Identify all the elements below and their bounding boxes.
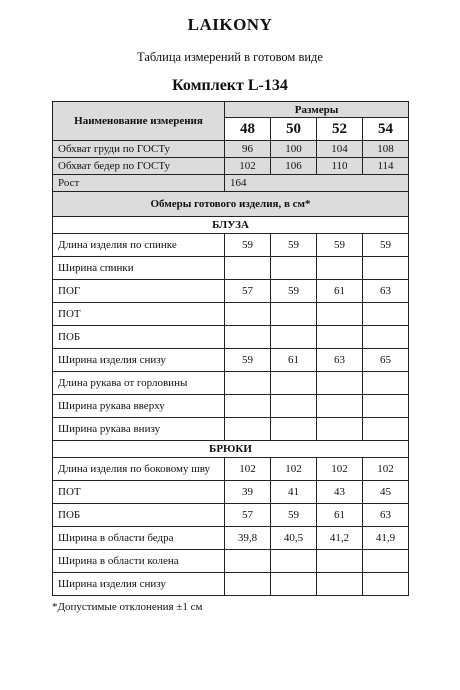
measurement-row — [53, 280, 409, 303]
value-cell — [363, 395, 409, 418]
measurement-row — [53, 504, 409, 527]
set-title: Комплект L-134 — [172, 77, 288, 94]
standard-row — [53, 141, 409, 158]
measurement-row — [53, 326, 409, 349]
value-cell: 63 — [363, 504, 409, 527]
value-cell — [271, 573, 317, 596]
measurements-table — [52, 101, 409, 596]
value-cell — [363, 326, 409, 349]
value-cell — [317, 326, 363, 349]
row-label: Обхват груди по ГОСТу — [53, 141, 225, 158]
value-cell — [363, 418, 409, 441]
value-cell — [271, 257, 317, 280]
value-cell — [271, 372, 317, 395]
size-header-cell: 54 — [363, 118, 409, 141]
standard-row — [53, 158, 409, 175]
value-cell: 41 — [271, 481, 317, 504]
value-cell — [317, 372, 363, 395]
row-label: Длина рукава от горловины — [53, 372, 225, 395]
row-label: ПОТ — [53, 303, 225, 326]
section-row — [53, 192, 409, 217]
row-label: Ширина в области бедра — [53, 527, 225, 550]
value-cell — [363, 573, 409, 596]
page-subtitle: Таблица измерений в готовом виде — [137, 50, 323, 64]
value-cell — [317, 550, 363, 573]
value-cell: 106 — [271, 158, 317, 175]
value-cell — [271, 303, 317, 326]
size-header-cell: 48 — [225, 118, 271, 141]
value-cell — [271, 326, 317, 349]
measurement-row — [53, 395, 409, 418]
value-cell — [317, 418, 363, 441]
value-cell — [363, 257, 409, 280]
value-cell: 39 — [225, 481, 271, 504]
group-title: БЛУЗА — [53, 217, 409, 234]
measurement-row — [53, 481, 409, 504]
measurement-row — [53, 234, 409, 257]
measurement-row — [53, 372, 409, 395]
value-cell: 63 — [317, 349, 363, 372]
row-label: Ширина изделия снизу — [53, 573, 225, 596]
value-cell — [225, 372, 271, 395]
row-label: Ширина спинки — [53, 257, 225, 280]
row-label: Ширина рукава внизу — [53, 418, 225, 441]
measurement-row — [53, 418, 409, 441]
measurement-row — [53, 458, 409, 481]
value-cell: 108 — [363, 141, 409, 158]
value-cell: 61 — [317, 504, 363, 527]
value-cell: 59 — [271, 234, 317, 257]
measurement-row — [53, 573, 409, 596]
name-column-header: Наименование измерения — [53, 102, 225, 141]
value-cell — [225, 303, 271, 326]
row-label: Ширина изделия снизу — [53, 349, 225, 372]
measurement-row — [53, 527, 409, 550]
value-cell: 114 — [363, 158, 409, 175]
sizes-header: Размеры — [225, 102, 409, 118]
value-cell: 45 — [363, 481, 409, 504]
value-cell: 59 — [271, 280, 317, 303]
value-cell: 100 — [271, 141, 317, 158]
value-cell — [225, 395, 271, 418]
value-cell: 43 — [317, 481, 363, 504]
value-cell: 104 — [317, 141, 363, 158]
value-cell: 59 — [225, 349, 271, 372]
row-label: ПОБ — [53, 326, 225, 349]
value-cell: 59 — [363, 234, 409, 257]
value-cell: 40,5 — [271, 527, 317, 550]
value-cell — [317, 573, 363, 596]
value-cell: 57 — [225, 280, 271, 303]
row-label: Обхват бедер по ГОСТу — [53, 158, 225, 175]
measurement-row — [53, 303, 409, 326]
group-header-row — [53, 217, 409, 234]
value-cell: 41,9 — [363, 527, 409, 550]
row-label: Ширина рукава вверху — [53, 395, 225, 418]
value-cell — [271, 418, 317, 441]
height-value: 164 — [225, 175, 409, 192]
value-cell — [225, 550, 271, 573]
value-cell: 102 — [271, 458, 317, 481]
value-cell: 41,2 — [317, 527, 363, 550]
size-header-cell: 50 — [271, 118, 317, 141]
row-label: Длина изделия по спинке — [53, 234, 225, 257]
group-title: БРЮКИ — [53, 441, 409, 458]
value-cell — [363, 550, 409, 573]
row-label: ПОГ — [53, 280, 225, 303]
footnote: *Допустимые отклонения ±1 см — [52, 601, 203, 613]
value-cell: 57 — [225, 504, 271, 527]
size-header-cell: 52 — [317, 118, 363, 141]
measurement-row — [53, 257, 409, 280]
value-cell: 96 — [225, 141, 271, 158]
value-cell: 61 — [317, 280, 363, 303]
value-cell — [271, 395, 317, 418]
row-label: ПОТ — [53, 481, 225, 504]
value-cell — [225, 418, 271, 441]
height-row — [53, 175, 409, 192]
value-cell: 61 — [271, 349, 317, 372]
value-cell — [317, 257, 363, 280]
row-label: ПОБ — [53, 504, 225, 527]
value-cell — [225, 573, 271, 596]
value-cell: 39,8 — [225, 527, 271, 550]
value-cell: 102 — [225, 458, 271, 481]
value-cell — [363, 303, 409, 326]
table-header-row — [53, 102, 409, 118]
value-cell: 65 — [363, 349, 409, 372]
brand-title: LAIKONY — [187, 15, 273, 34]
value-cell: 63 — [363, 280, 409, 303]
measurement-row — [53, 550, 409, 573]
value-cell: 102 — [363, 458, 409, 481]
value-cell: 59 — [225, 234, 271, 257]
value-cell — [225, 257, 271, 280]
measurement-row — [53, 349, 409, 372]
value-cell: 59 — [271, 504, 317, 527]
value-cell: 59 — [317, 234, 363, 257]
group-header-row — [53, 441, 409, 458]
row-label: Длина изделия по боковому шву — [53, 458, 225, 481]
row-label: Рост — [53, 175, 225, 192]
value-cell: 102 — [317, 458, 363, 481]
value-cell — [317, 303, 363, 326]
value-cell — [271, 550, 317, 573]
value-cell: 110 — [317, 158, 363, 175]
value-cell — [363, 372, 409, 395]
value-cell — [317, 395, 363, 418]
value-cell: 102 — [225, 158, 271, 175]
row-label: Ширина в области колена — [53, 550, 225, 573]
section-title: Обмеры готового изделия, в см* — [53, 192, 409, 217]
value-cell — [225, 326, 271, 349]
